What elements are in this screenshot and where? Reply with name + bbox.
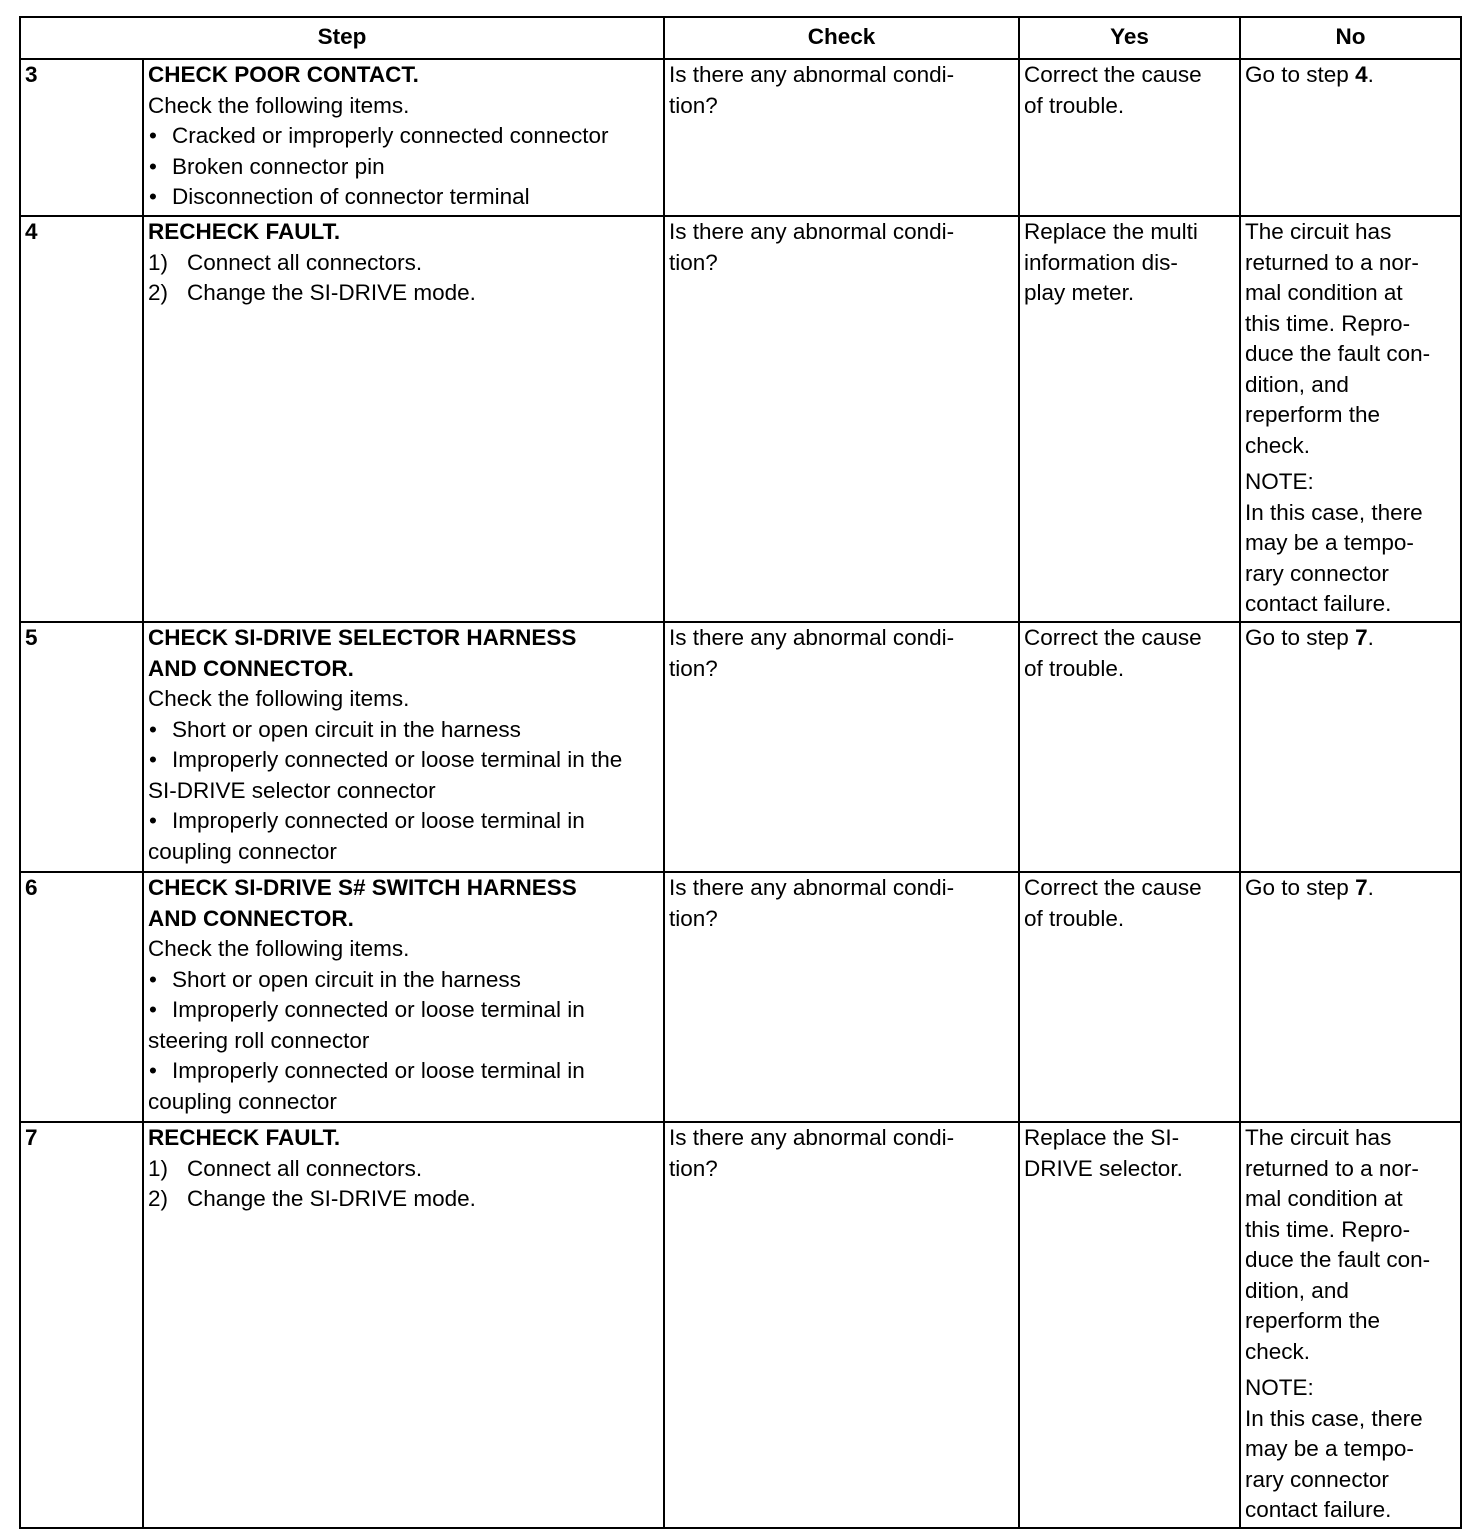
no-cell (1240, 216, 1461, 622)
bullet-text: Short or open circuit in the harness (172, 716, 521, 742)
bullet-text: Improperly connected or loose terminal in the SI-DRIVE selector connector (148, 747, 623, 803)
table-row (20, 1122, 1461, 1528)
numbered-item (148, 1154, 659, 1185)
bullet-item (148, 715, 659, 746)
bullet-icon: • (149, 747, 157, 772)
bullet-icon: • (149, 808, 157, 833)
goto-step-number: 7 (1355, 875, 1368, 900)
note-text: In this case, there may be a tempo- rary connector contact failure. (1245, 1405, 1423, 1522)
bullet-text: Short or open circuit in the harness (172, 966, 521, 992)
item-number: 1) (148, 1155, 169, 1181)
no-cell (1240, 1122, 1461, 1528)
bullet-item (148, 965, 659, 996)
goto-step-link (1245, 875, 1374, 900)
goto-step-number: 7 (1355, 625, 1368, 650)
check-cell: Is there any abnormal condi- tion? (664, 622, 1019, 872)
bullet-icon: • (149, 153, 157, 179)
bullet-icon: • (149, 716, 157, 742)
note-text: In this case, there may be a tempo- rary connector contact failure. (1245, 499, 1423, 616)
step-description (143, 622, 664, 872)
header-check: Check (664, 17, 1019, 59)
goto-prefix: Go to step (1245, 625, 1356, 650)
note-label: NOTE: (1245, 1375, 1314, 1400)
item-text: Connect all connectors. (187, 249, 423, 275)
header-no: No (1240, 17, 1461, 59)
bullet-icon: • (149, 184, 157, 209)
no-result-text: The circuit has returned to a nor- mal condition at this time. Repro- duce the fault con- dition, and reperform the check. (1245, 219, 1431, 458)
goto-suffix: . (1367, 62, 1374, 87)
note-label: NOTE: (1245, 469, 1314, 494)
yes-cell: Correct the cause of trouble. (1019, 59, 1240, 216)
goto-step-link (1245, 625, 1374, 650)
bullet-text: Broken connector pin (172, 153, 385, 179)
step-description (143, 59, 664, 216)
check-cell: Is there any abnormal condi- tion? (664, 1122, 1019, 1528)
goto-step-number: 4 (1355, 62, 1368, 87)
bullet-icon: • (149, 997, 157, 1022)
header-yes: Yes (1019, 17, 1240, 59)
step-title: RECHECK FAULT. (148, 219, 341, 244)
step-description (143, 216, 664, 622)
item-text: Connect all connectors. (187, 1155, 423, 1181)
step-number: 3 (20, 59, 143, 216)
table-row (20, 872, 1461, 1122)
bullet-text: Disconnection of connector terminal (172, 184, 530, 209)
no-cell (1240, 622, 1461, 872)
step-intro: Check the following items. (148, 686, 410, 711)
bullet-text: Improperly connected or loose terminal in coupling connector (148, 808, 585, 864)
goto-suffix: . (1367, 875, 1374, 900)
yes-cell: Correct the cause of trouble. (1019, 872, 1240, 1122)
numbered-item (148, 1184, 659, 1215)
table-row (20, 59, 1461, 216)
no-cell (1240, 872, 1461, 1122)
check-cell: Is there any abnormal condi- tion? (664, 872, 1019, 1122)
goto-suffix: . (1367, 625, 1374, 650)
bullet-icon: • (149, 123, 157, 148)
item-text: Change the SI-DRIVE mode. (187, 1186, 476, 1211)
bullet-item (148, 995, 659, 1056)
goto-prefix: Go to step (1245, 62, 1356, 87)
no-cell (1240, 59, 1461, 216)
item-text: Change the SI-DRIVE mode. (187, 280, 476, 305)
bullet-item (148, 745, 659, 806)
step-title: CHECK SI-DRIVE SELECTOR HARNESS AND CONNECTOR. (148, 625, 577, 681)
bullet-text: Cracked or improperly connected connector (172, 123, 609, 148)
item-number: 2) (148, 280, 169, 305)
header-row (20, 17, 1461, 59)
step-intro: Check the following items. (148, 92, 410, 118)
yes-cell: Correct the cause of trouble. (1019, 622, 1240, 872)
bullet-icon: • (149, 966, 157, 992)
step-number: 7 (20, 1122, 143, 1528)
bullet-text: Improperly connected or loose terminal in steering roll connector (148, 997, 585, 1053)
goto-prefix: Go to step (1245, 875, 1356, 900)
bullet-text: Improperly connected or loose terminal in coupling connector (148, 1058, 585, 1114)
step-description (143, 872, 664, 1122)
yes-cell: Replace the multi information dis- play meter. (1019, 216, 1240, 622)
goto-step-link (1245, 62, 1374, 87)
step-title: RECHECK FAULT. (148, 1125, 341, 1150)
step-number: 4 (20, 216, 143, 622)
check-cell: Is there any abnormal condi- tion? (664, 59, 1019, 216)
step-description (143, 1122, 664, 1528)
step-title: CHECK POOR CONTACT. (148, 62, 419, 87)
bullet-icon: • (149, 1058, 157, 1083)
bullet-item (148, 152, 659, 183)
numbered-item (148, 248, 659, 279)
yes-cell: Replace the SI- DRIVE selector. (1019, 1122, 1240, 1528)
step-intro: Check the following items. (148, 936, 410, 961)
header-step: Step (20, 17, 664, 59)
step-number: 5 (20, 622, 143, 872)
step-number: 6 (20, 872, 143, 1122)
no-result-text: The circuit has returned to a nor- mal condition at this time. Repro- duce the fault con- dition, and reperform the check. (1245, 1125, 1431, 1364)
check-cell: Is there any abnormal condi- tion? (664, 216, 1019, 622)
step-title: CHECK SI-DRIVE S# SWITCH HARNESS AND CONNECTOR. (148, 875, 577, 931)
bullet-item (148, 121, 659, 152)
item-number: 2) (148, 1186, 169, 1211)
bullet-item (148, 806, 659, 867)
table-row (20, 216, 1461, 622)
diagnostic-table (19, 16, 1462, 1529)
numbered-item (148, 278, 659, 309)
item-number: 1) (148, 249, 169, 275)
table-row (20, 622, 1461, 872)
bullet-item (148, 182, 659, 213)
bullet-item (148, 1056, 659, 1117)
